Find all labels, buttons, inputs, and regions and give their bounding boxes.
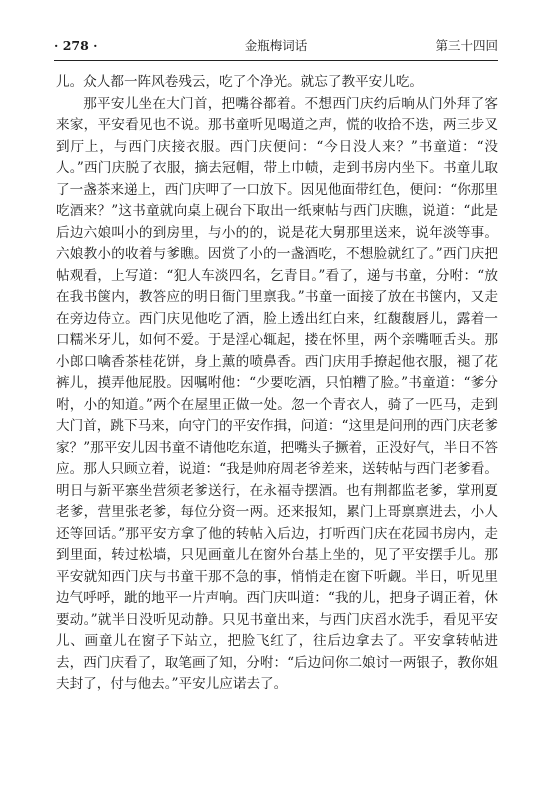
- page-number: · 278 ·: [54, 38, 98, 53]
- paragraph: 儿。众人都一阵风卷残云，吃了个净光。就忘了教平安儿吃。: [56, 74, 424, 90]
- chapter-title: 第三十四回: [435, 38, 498, 53]
- running-header: [54, 36, 498, 56]
- book-title: 金瓶梅词话: [244, 38, 308, 53]
- paragraph: 那平安儿坐在大门首，把嘴谷都着。不想西门庆约后晌从门外拜了客来家，平安看见也不说。那书童听见喝道之声，慌的收拾不迭，两三步叉到厅上，与西门庆接衣服。西门庆便问：“今日没人来？”书童道：“没人。”西门庆脱了衣服，摘去冠帽，带上巾帻，走到书房内坐下。书童儿取了一盏茶来递上，西门庆呷了一口放下。因见他面带红色，便问：“你那里吃酒来？”这书童就向桌上砚台下取出一纸柬帖与西门庆瞧，说道：“此是后边六娘叫小的到房里，与小的的，说是花大舅那里送来，说年淡等事。六娘教小的收着与爹瞧。因赏了小的一盏酒吃，不想脸就红了。”西门庆把帖观看，上写道：“犯人车淡四名，乞青目。”看了，递与书童，分咐：“放在我书箧内，教答应的明日衙门里禀我。”书童一面接了放在书箧内，又走在旁边侍立。西门庆见他吃了酒，脸上透出红白来，红馥馥唇儿，露着一口糯米牙儿，如何不爱。于是淫心辄起，搂在怀里，两个亲嘴咂舌头。那小郎口噙香茶桂花饼，身上薰的喷鼻香。西门庆用手撩起他衣服，褪了花裤儿，摸弄他屁股。因嘱咐他：“少要吃酒，只怕糟了脸。”书童道：“爹分咐，小的知道。”两个在屋里正做一处。忽一个青衣人，骑了一匹马，走到大门首，跳下马来，向守门的平安作揖，问道：“这里是问刑的西门庆老爹家？”那平安儿因书童不请他吃东道，把嘴头子撅着，正没好气，半日不答应。那人只顾立着，说道：“我是帅府周老爷差来，送转帖与西门老爹看。明日与新平寨坐营须老爹送行，在永福寺摆酒。也有荆都监老爹，掌刑夏老爹，营里张老爹，每位分资一两。还来报知，累门上哥禀禀进去，小人还等回话。”那平安方拿了他的转帖入后边，打听西门庆在花园书房内，走到里面，转过松墙，只见画童儿在窗外台基上坐的，见了平安摆手儿。那平安就知西门庆与书童干那不急的事，悄悄走在窗下听觑。半日，听见里边气呼呼，跐的地平一片声响。西门庆叫道：“我的儿，把身子调正着，休要动。”就半日没听见动静。只见书童出来，与西门庆舀水洗手，看见平安儿、画童儿在窗子下站立，把脸飞红了，往后边拿去了。平安拿转帖进去，西门庆看了，取笔画了知，分咐：“后边问你二娘讨一两银子，教你姐夫封了，付与他去。”平安儿应诺去了。: [56, 95, 498, 692]
- body-text: [56, 72, 498, 696]
- header-rule: [54, 60, 498, 61]
